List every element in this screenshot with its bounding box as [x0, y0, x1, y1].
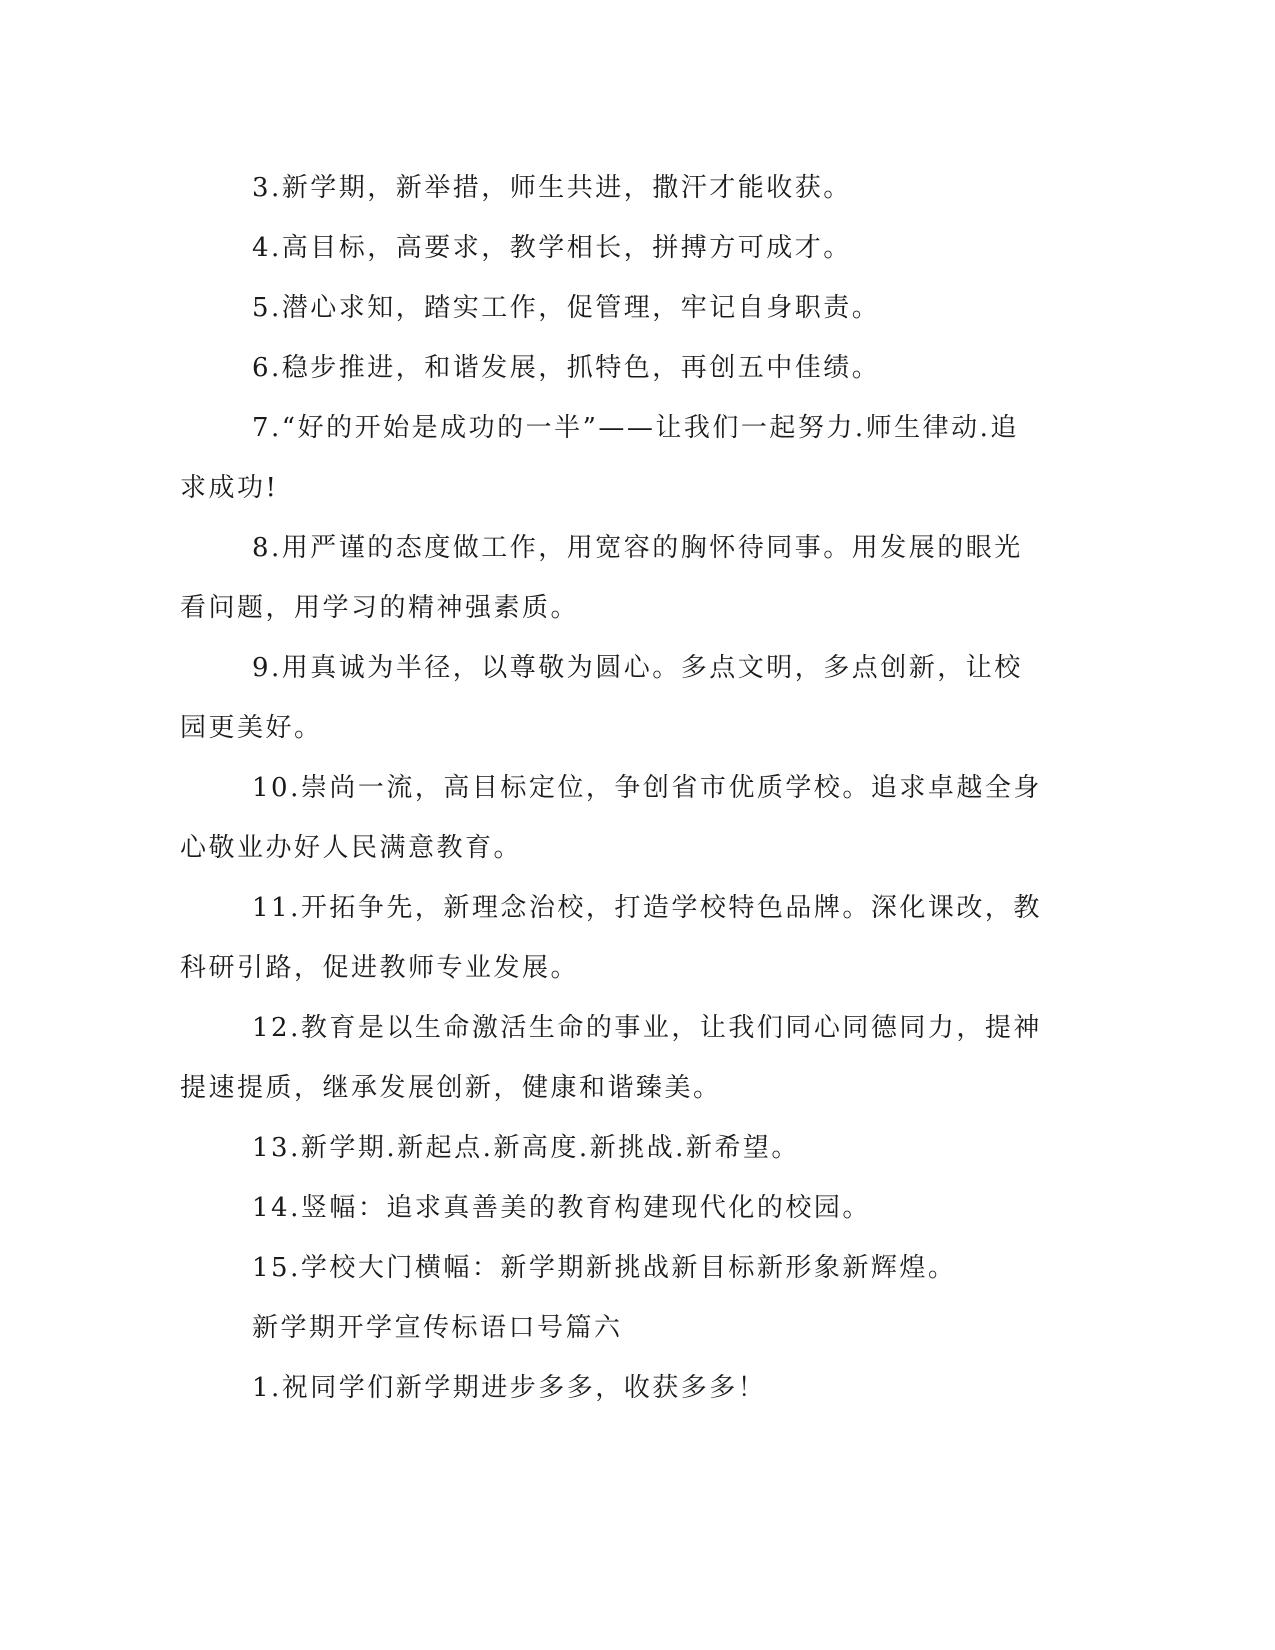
paragraph-section6-slogan-1: 1.祝同学们新学期进步多多，收获多多！ [252, 1373, 767, 1403]
section-heading: 新学期开学宣传标语口号篇六 [252, 1313, 623, 1343]
paragraph-slogan-4: 4.高目标，高要求，教学相长，拼搏方可成才。 [252, 233, 852, 263]
paragraph-slogan-7: 7.“好的开始是成功的一半”——让我们一起努力.师生律动.追求成功! [180, 413, 1019, 503]
paragraph-slogan-13: 13.新学期.新起点.新高度.新挑战.新希望。 [252, 1133, 800, 1163]
paragraph-slogan-10: 10.崇尚一流，高目标定位，争创省市优质学校。追求卓越全身心敬业办好人民满意教育。 [180, 773, 1042, 863]
paragraph-slogan-5: 5.潜心求知，踏实工作，促管理，牢记自身职责。 [252, 293, 881, 323]
document-body [180, 158, 1045, 1418]
paragraph-slogan-8: 8.用严谨的态度做工作，用宽容的胸怀待同事。用发展的眼光看问题，用学习的精神强素质。 [180, 533, 1023, 623]
paragraph-slogan-3: 3.新学期，新举措，师生共进，撒汗才能收获。 [252, 173, 852, 203]
paragraph-slogan-14: 14.竖幅：追求真善美的教育构建现代化的校园。 [252, 1193, 871, 1223]
paragraph-slogan-9: 9.用真诚为半径，以尊敬为圆心。多点文明，多点创新，让校园更美好。 [180, 653, 1023, 743]
paragraph-slogan-11: 11.开拓争先，新理念治校，打造学校特色品牌。深化课改，教科研引路，促进教师专业发展。 [180, 893, 1042, 983]
paragraph-slogan-6: 6.稳步推进，和谐发展，抓特色，再创五中佳绩。 [252, 353, 881, 383]
paragraph-slogan-15: 15.学校大门横幅：新学期新挑战新目标新形象新辉煌。 [252, 1253, 957, 1283]
paragraph-slogan-12: 12.教育是以生命激活生命的事业，让我们同心同德同力，提神提速提质，继承发展创新，健康和谐臻美。 [180, 1013, 1042, 1103]
